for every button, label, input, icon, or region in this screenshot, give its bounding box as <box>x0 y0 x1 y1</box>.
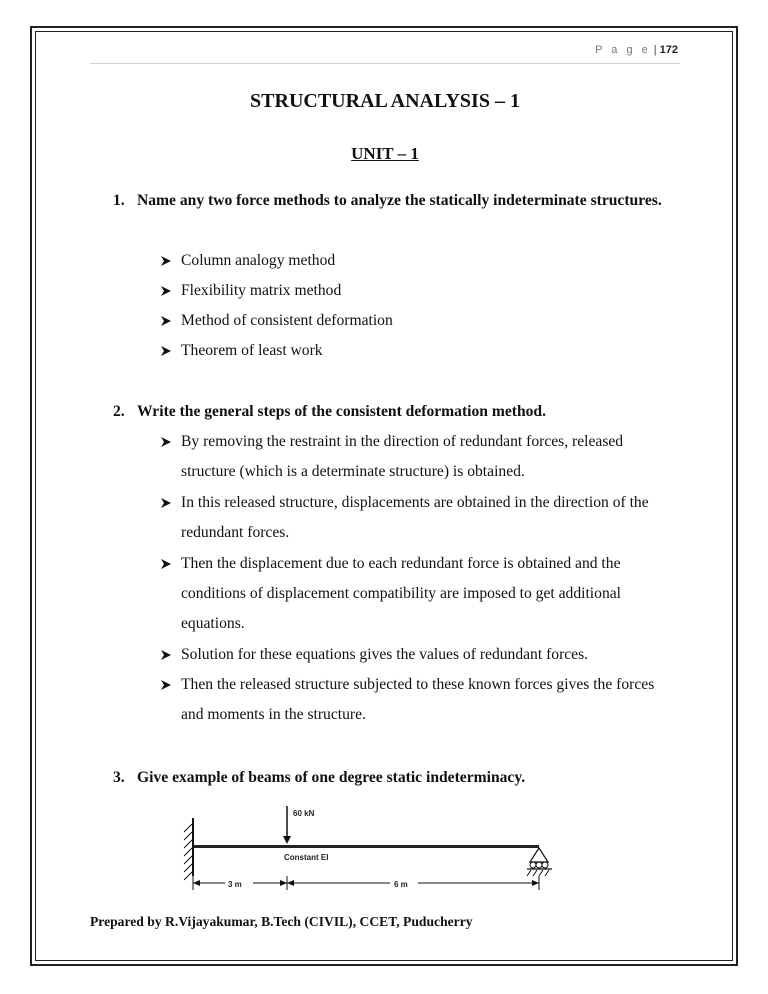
page-separator: | <box>653 44 657 56</box>
document-title: STRUCTURAL ANALYSIS – 1 <box>250 90 520 112</box>
arrow-bullet-icon <box>160 315 172 327</box>
dimension-label: 3 m <box>228 880 242 889</box>
list-item: Flexibility matrix method <box>160 276 680 306</box>
arrow-bullet-icon <box>160 558 172 570</box>
list-item: Column analogy method <box>160 246 680 276</box>
list-item: In this released structure, displacements are obtained in the direction of the redundant forces. <box>160 488 680 548</box>
page-label: P a g e <box>595 44 651 56</box>
load-arrow <box>283 806 291 844</box>
arrow-bullet-icon <box>160 436 172 448</box>
dimension-label: 6 m <box>394 880 408 889</box>
fixed-support <box>184 818 193 880</box>
footer-credit: Prepared by R.Vijayakumar, B.Tech (CIVIL), CCET, Puducherry <box>90 914 473 929</box>
question-text: Name any two force methods to analyze the statically indeterminate structures. <box>137 192 662 209</box>
page-number: 172 <box>659 44 678 56</box>
arrow-bullet-icon <box>160 255 172 267</box>
question-text: Give example of beams of one degree static indeterminacy. <box>137 769 526 786</box>
load-label: 60 kN <box>293 809 315 818</box>
arrow-bullet-icon <box>160 649 172 661</box>
arrow-bullet-icon <box>160 679 172 691</box>
header-rule <box>90 63 680 64</box>
list-item: Solution for these equations gives the values of redundant forces. <box>160 640 680 670</box>
list-item: Method of consistent deformation <box>160 306 680 336</box>
unit-heading: UNIT – 1 <box>351 144 419 163</box>
roller-support <box>527 848 552 876</box>
list-item: Theorem of least work <box>160 336 680 366</box>
list-item: Then the displacement due to each redundant force is obtained and the conditions of displacement compatibility are imposed to get additional equations. <box>160 549 680 639</box>
question-text: Write the general steps of the consistent deformation method. <box>137 403 546 420</box>
page-header <box>90 44 678 64</box>
question-number: 2. <box>113 403 125 420</box>
question-number: 3. <box>113 769 125 786</box>
beam <box>193 845 539 848</box>
arrow-bullet-icon <box>160 285 172 297</box>
beam-diagram <box>175 800 565 900</box>
list-item: By removing the restraint in the direction of redundant forces, released structure (which is a determinate structure) is obtained. <box>160 427 680 487</box>
dimension-lines <box>193 876 539 890</box>
question-number: 1. <box>113 192 125 209</box>
arrow-bullet-icon <box>160 497 172 509</box>
beam-label: Constant EI <box>284 853 329 862</box>
arrow-bullet-icon <box>160 345 172 357</box>
list-item: Then the released structure subjected to these known forces gives the forces and moments in the structure. <box>160 670 680 730</box>
